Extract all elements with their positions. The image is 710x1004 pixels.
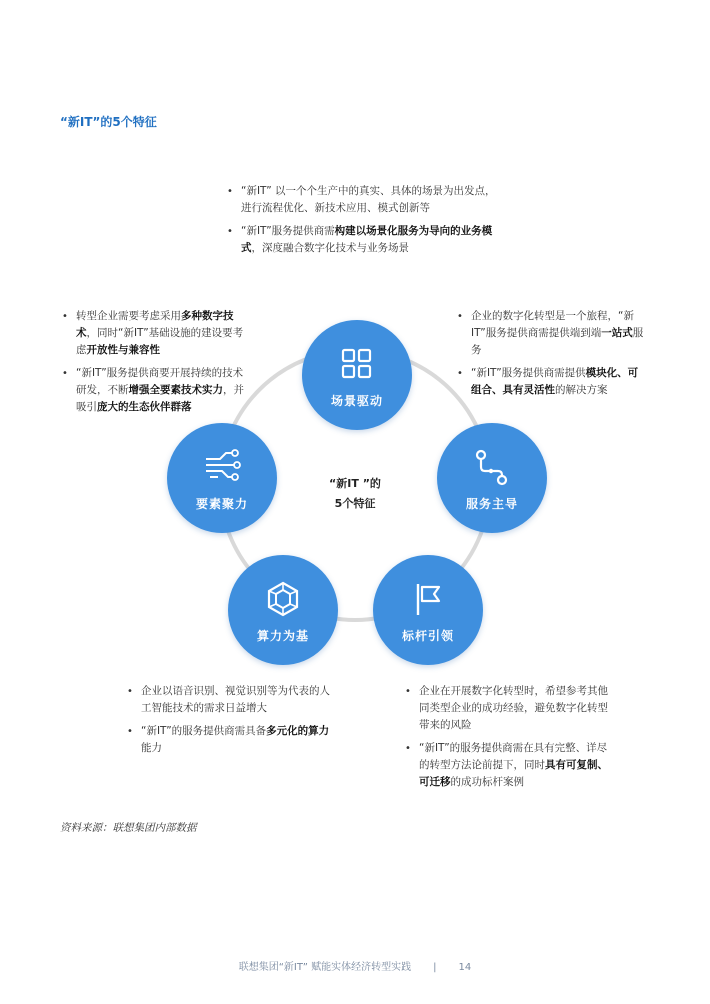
bullet-top-1: • “新IT” 以一个个生产中的真实、具体的场景为出发点，进行流程优化、新技术应用、模式创新等 bbox=[225, 183, 505, 217]
text-block-bottom-left bbox=[125, 683, 330, 763]
bullet-bottom-left-1: • 企业以语音识别、视觉识别等为代表的人工智能技术的需求日益增大 bbox=[125, 683, 330, 717]
route-icon bbox=[472, 447, 512, 487]
center-label-line1: “新IT ”的 bbox=[329, 477, 381, 490]
node-label-service: 服务主导 bbox=[465, 497, 518, 511]
grid-icon bbox=[337, 344, 377, 384]
node-factor bbox=[167, 423, 277, 533]
center-label-line2: 5个特征 bbox=[334, 497, 376, 510]
bullet-bottom-left-2: • “新IT”的服务提供商需具备多元化的算力能力 bbox=[125, 723, 330, 757]
text-block-top bbox=[225, 183, 505, 263]
node-label-benchmark: 标杆引领 bbox=[401, 629, 454, 643]
center-label bbox=[300, 474, 410, 514]
flag-icon bbox=[408, 579, 448, 619]
node-service-led bbox=[437, 423, 547, 533]
page-footer bbox=[0, 958, 710, 973]
footer-separator: | bbox=[433, 962, 437, 973]
node-label-compute: 算力为基 bbox=[256, 629, 309, 643]
text-block-left bbox=[60, 308, 246, 422]
text-block-bottom-right bbox=[403, 683, 608, 797]
hexagon-chip-icon bbox=[263, 579, 303, 619]
bullet-bottom-right-1: • 企业在开展数字化转型时，希望参考其他同类型企业的成功经验，避免数字化转型带来的风险 bbox=[403, 683, 608, 734]
source-note: 资料来源：联想集团内部数据 bbox=[60, 822, 197, 834]
bullet-bottom-right-2: • “新IT”的服务提供商需在具有完整、详尽的转型方法论前提下，同时具有可复制、可迁移的成功标杆案例 bbox=[403, 740, 608, 791]
bullet-top-2: • “新IT”服务提供商需构建以场景化服务为导向的业务模式，深度融合数字化技术与业务场景 bbox=[225, 223, 505, 257]
bullet-right-1: • 企业的数字化转型是一个旅程，“新IT”服务提供商需提供端到端一站式服务 bbox=[455, 308, 645, 359]
node-label-factor: 要素聚力 bbox=[195, 497, 248, 511]
page-title: “新IT”的5个特征 bbox=[60, 115, 157, 129]
footer-text: 联想集团“新IT” 赋能实体经济转型实践 bbox=[238, 962, 412, 973]
node-compute bbox=[228, 555, 338, 665]
bullet-left-2: • “新IT”服务提供商要开展持续的技术研发，不断增强全要素技术实力，并吸引庞大的生态伙伴群落 bbox=[60, 365, 246, 416]
node-benchmark bbox=[373, 555, 483, 665]
circuit-icon bbox=[202, 447, 242, 487]
page-number: 14 bbox=[458, 962, 472, 973]
node-label-scene: 场景驱动 bbox=[330, 394, 383, 408]
bullet-left-1: • 转型企业需要考虑采用多种数字技术，同时“新IT”基础设施的建设要考虑开放性与兼容性 bbox=[60, 308, 246, 359]
node-scene-driven bbox=[302, 320, 412, 430]
text-block-right bbox=[455, 308, 645, 405]
bullet-right-2: • “新IT”服务提供商需提供模块化、可组合、具有灵活性的解决方案 bbox=[455, 365, 645, 399]
